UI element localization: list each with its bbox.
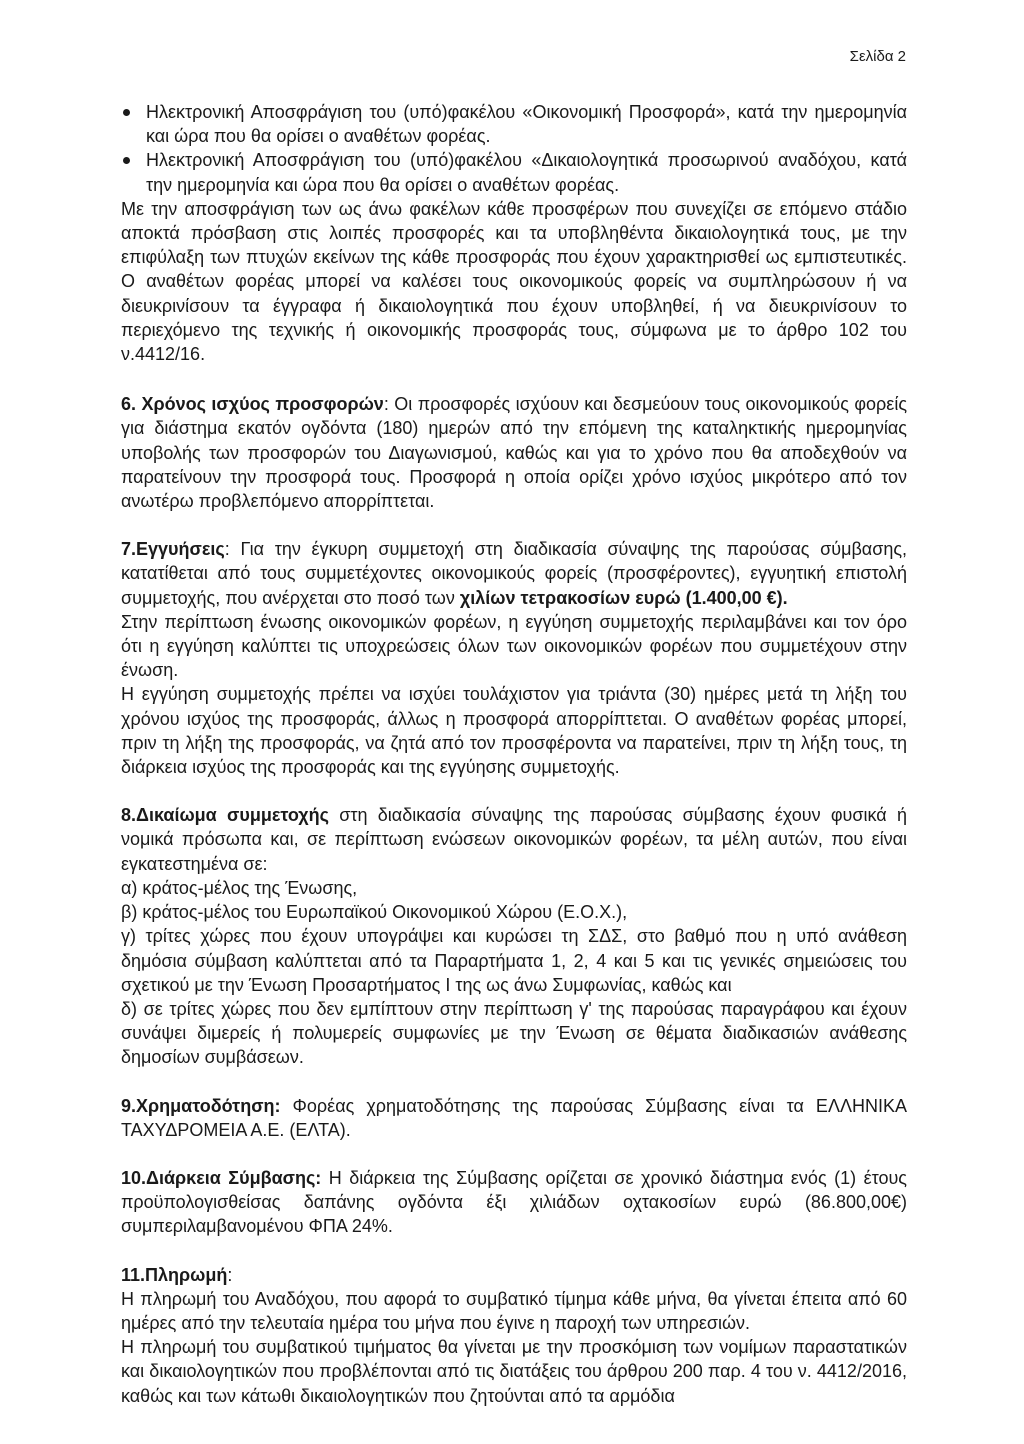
section-7-text: : Για την έγκυρη συμμετοχή στη διαδικασία σύναψης της παρούσας σύμβασης, κατατίθεται από τους συμμετέχοντες οικονομικούς φορείς (προσφέροντες), εγγυητική επιστολή συμμετοχής, που ανέρχεται στο ποσό των [121, 539, 907, 608]
list-item: β) κράτος-μέλος του Ευρωπαϊκού Οικονομικού Χώρου (Ε.Ο.Χ.), [121, 902, 628, 923]
list-item: δ) σε τρίτες χώρες που δεν εμπίπτουν στην περίπτωση γ' της παρούσας παραγράφου και έχουν συνάψει διμερείς ή πολυμερείς συμφωνίες με την Ένωση σε θέματα διαδικασιών ανάθεσης δημοσίων συμβάσεων. [121, 998, 907, 1068]
bullet-list [121, 100, 907, 197]
section-8-intro [121, 803, 907, 876]
section-11-heading: 11.Πληρωμή [121, 1264, 228, 1285]
guarantee-amount: χιλίων τετρακοσίων ευρώ (1.400,00 €). [459, 587, 788, 608]
list-item: γ) τρίτες χώρες που έχουν υπογράψει και κυρώσει τη ΣΔΣ, στο βαθμό που η υπό ανάθεση δημόσια σύμβαση καλύπτεται από τα Παραρτήματα 1, 2, 4 και 5 και τις γενικές σημειώσεις του σχετικού με την Ένωση Προσαρτήματος I της ως άνω Συμφωνίας, καθώς και [121, 926, 907, 995]
section-8-heading: 8.Δικαίωμα συμμετοχής [121, 805, 329, 826]
list-item: α) κράτος-μέλος της Ένωσης, [121, 877, 358, 898]
section-6-heading: 6. Χρόνος ισχύος προσφορών [121, 394, 384, 415]
bullet-item: Ηλεκτρονική Αποσφράγιση του (υπό)φακέλου «Οικονομική Προσφορά», κατά την ημερομηνία και ώρα που θα ορίσει ο αναθέτων φορέας. [121, 100, 907, 148]
section-7-para3: Η εγγύηση συμμετοχής πρέπει να ισχύει τουλάχιστον για τριάντα (30) ημέρες μετά τη λήξη του χρόνου ισχύος της προσφοράς, άλλως η προσφορά απορρίπτεται. Ο αναθέτων φορέας μπορεί, πριν τη λήξη της προσφοράς, να ζητά από τον προσφέροντα να παρατείνει, πριν τη λήξη τους, τη διάρκεια ισχύος της προσφοράς και της εγγύησης συμμετοχής. [121, 684, 907, 778]
section-10-heading: 10.Διάρκεια Σύμβασης: [121, 1167, 322, 1188]
section-11-para2: Η πληρωμή του συμβατικού τιμήματος θα γίνεται με την προσκόμιση των νομίμων παραστατικών και δικαιολογητικών που προβλέπονται από τις διατάξεις του άρθρου 200 παρ. 4 του ν. 4412/2016, καθώς και των κάτωθι δικαιολογητικών που ζητούνται από τα αρμόδια [121, 1337, 907, 1406]
section-8 [121, 803, 907, 1069]
intro-paragraph: Με την αποσφράγιση των ως άνω φακέλων κάθε προσφέρων που συνεχίζει σε επόμενο στάδιο αποκτά πρόσβαση στις λοιπές προσφορές και τα υποβληθέντα δικαιολογητικά τους, με την επιφύλαξη των πτυχών εκείνων της κάθε προσφοράς που έχουν χαρακτηρισθεί ως εμπιστευτικές. Ο αναθέτων φορέας μπορεί να καλέσει τους οικονομικούς φορείς να συμπληρώσουν ή να διευκρινίσουν τα έγγραφα ή δικαιολογητικά που έχουν υποβληθεί, ή να διευκρινίσουν το περιεχόμενο της τεχνικής ή οικονομικής προσφοράς τους, σύμφωνα με το άρθρο 102 του ν.4412/16. [121, 198, 907, 365]
section-11-title [121, 1263, 907, 1287]
section-11-colon: : [227, 1264, 233, 1285]
bullet-item: Ηλεκτρονική Αποσφράγιση του (υπό)φακέλου «Δικαιολογητικά προσωρινού αναδόχου, κατά την ημερομηνία και ώρα που θα ορίσει ο αναθέτων φορέας. [121, 148, 907, 196]
section-9-text: Φορέας χρηματοδότησης της παρούσας Σύμβασης είναι τα ΕΛΛΗΝΙΚΑ ΤΑΧΥΔΡΟΜΕΙΑ Α.Ε. (ΕΛΤΑ). [121, 1095, 907, 1140]
section-10 [121, 1166, 907, 1239]
section-9 [121, 1094, 907, 1142]
section-10-text: Η διάρκεια της Σύμβασης ορίζεται σε χρονικό διάστημα ενός (1) έτους προϋπολογισθείσας δαπάνης ογδόντα έξι χιλιάδων οχτακοσίων ευρώ (86.800,00€) συμπεριλαμβανομένου ΦΠΑ 24%. [121, 1167, 907, 1237]
section-11 [121, 1263, 907, 1408]
section-7-para1 [121, 537, 907, 610]
section-8-text: στη διαδικασία σύναψης της παρούσας σύμβασης έχουν φυσικά ή νομικά πρόσωπα και, σε περίπτωση ενώσεων οικονομικών φορέων, τα μέλη αυτών, που είναι εγκατεστημένα σε: [121, 805, 907, 874]
section-7-para2: Στην περίπτωση ένωσης οικονομικών φορέων, η εγγύηση συμμετοχής περιλαμβάνει και τον όρο ότι η εγγύηση καλύπτει τις υποχρεώσεις όλων των οικονομικών φορέων που συμμετέχουν στην ένωση. [121, 611, 907, 681]
section-7-heading: 7.Εγγυήσεις [121, 539, 225, 560]
section-11-para1: Η πληρωμή του Αναδόχου, που αφορά το συμβατικό τίμημα κάθε μήνα, θα γίνεται έπειτα από 60 ημέρες από την τελευταία ημέρα του μήνα που έγινε η παροχή των υπηρεσιών. [121, 1288, 907, 1333]
section-6-text: : Οι προσφορές ισχύουν και δεσμεύουν τους οικονομικούς φορείς για διάστημα εκατόν ογδόντα (180) ημερών από την επόμενη της καταληκτικής ημερομηνίας υποβολής των προσφορών του Διαγωνισμού, καθώς και για το χρόνο που θα αποδεχθούν να παρατείνουν την προσφορά τους. Προσφορά η οποία ορίζει χρόνο ισχύος μικρότερο από τον ανωτέρω προβλεπόμενο απορρίπτεται. [121, 394, 907, 512]
section-6 [121, 392, 907, 513]
section-9-heading: 9.Χρηματοδότηση: [121, 1095, 281, 1116]
page-number: Σελίδα 2 [849, 48, 906, 65]
section-7 [121, 537, 907, 779]
document-body [121, 100, 907, 1408]
